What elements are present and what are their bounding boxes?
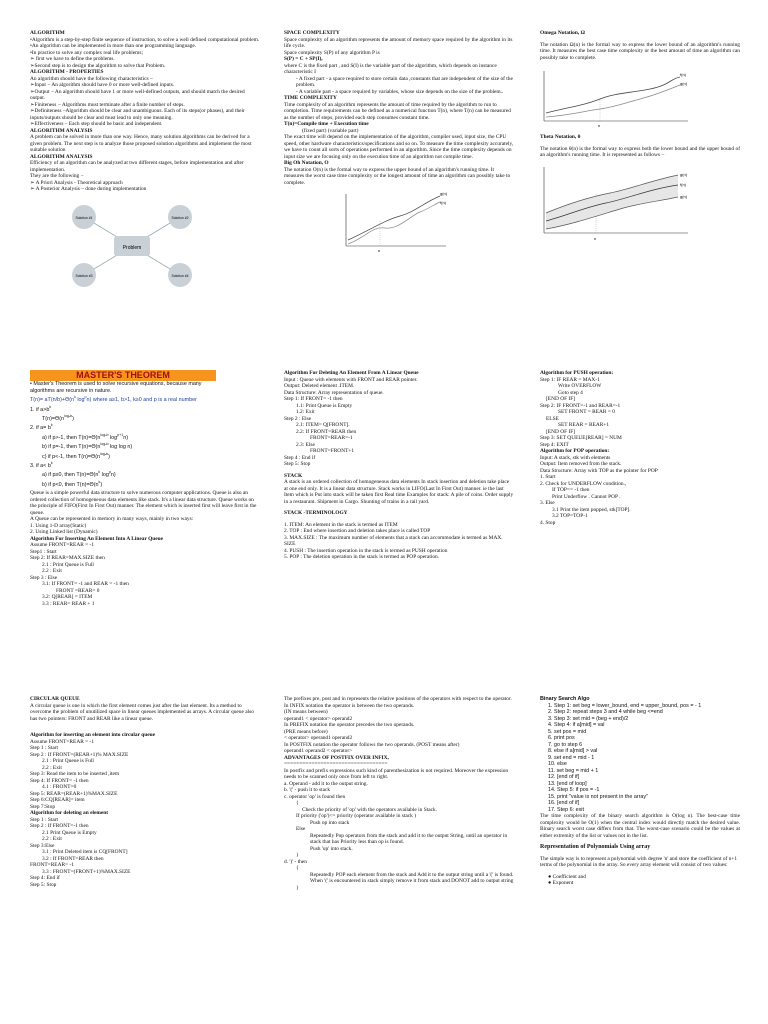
page3-col2-line: In postfix and prefix expressions such kind of parenthesization is not required. Moreover the expression needs to be scanned only once from left to right. <box>284 767 509 780</box>
page2-col2-line: 1. ITEM: An element in the stack is termed as ITEM <box>284 521 398 528</box>
page2-col2-line: 5. POP : The deletion operation in the stack is termed as POP operation. <box>284 554 440 560</box>
page3-col2-line: b. '(' - push it to stack <box>284 787 331 793</box>
page3-col1-line: Step 1 : Start <box>30 816 59 823</box>
page2-col3-line: SET FRONT = REAR = 0 <box>558 409 615 415</box>
page1-col2-line: Big Oh Notation, O <box>284 160 329 166</box>
big-oh-label-g: g(n) <box>440 191 448 196</box>
page2-col2-text <box>284 370 514 561</box>
page2-col3-line: SET REAR = REAR+1 <box>558 422 610 428</box>
page2-col1-line: 1. Using 1-D array(Static) <box>30 522 87 529</box>
page2-col1-line: Assume FRONT=REAR = -1 <box>30 542 95 549</box>
page2-col3-text <box>540 370 740 526</box>
page3-col2-line: When '(' is encountered in stack simply remove it from stack and DONOT add to output string <box>310 878 514 884</box>
page3-col2-line: The prefixes pre, post and in represents the relative positions of the operators with respect to the operator. <box>284 696 512 702</box>
algorithm-solutions-diagram <box>62 203 202 289</box>
page2-col2-line: 3. MAX.SIZE : The maximum number of elements that a stack can accommodate is termed as MAX. SIZE <box>284 534 503 547</box>
polynomial-bullet: ● Coefficient and <box>548 873 586 880</box>
page3-col1-line: 2.1 : Print Queue is Full <box>42 758 94 764</box>
page3-col2-line: operand1 operand2 < operator> <box>284 748 353 754</box>
binary-search-step: 3. Step 3: set mid = (beg + end)/2 <box>548 715 629 722</box>
page2-col2-line: 1.1: Print Queue is Empty <box>296 402 353 409</box>
page-2 <box>0 342 768 682</box>
page2-col2-line: A stack is an ordered collection of homogeneous data elements In stack insertion and deletion take place at one end only. It is a linear data structure. Stack works in LIFO(Last In First Out) manner. ie the last Item which is Put into stack will be taken first Real time Examples for stack: A pile of coins. Order supply in a restaurant. Shipment in Cargo. Shunting of trains in a rail yard. <box>284 479 514 505</box>
page1-col2 <box>284 30 514 254</box>
theta-label-g-lower: g(n) <box>680 193 688 199</box>
page2-col2-line: FRONT=FRONT+1 <box>310 448 355 454</box>
page2-col3-line: If TOP== -1 then <box>552 487 590 493</box>
page3-col2-line: (PRE means before) <box>284 728 328 735</box>
page1-col3 <box>540 30 740 243</box>
page3-col1-line: Step 5: REAR=(REAR+1)%MAX.SIZE <box>30 790 118 797</box>
page3-col2-line: operand1 < operator> operand2 <box>284 715 353 722</box>
page1-col1-line: •An algorithm can be implemented in more than one programming language. <box>30 43 197 49</box>
page3-col2-line: If priority ('op')<= priority (operator available in stack ) <box>296 813 416 819</box>
page1-col1-line: ALGORITHM <box>30 30 65 36</box>
page1-col1-line: ALGORITHM ANALYSIS <box>30 153 93 160</box>
page3-col2-line: In POSTFIX notation the operator follows the two operands. (POST means after) <box>284 741 460 748</box>
page1-col2-line: - A variable part - a space required by variables, whose size depends on the size of the problem.. <box>296 88 504 95</box>
binary-search-step: 6. print pos <box>548 735 575 741</box>
master-theorem-line: $T(n)=\Theta(n^{log_ab})$ <box>42 413 74 422</box>
page2-col3-line: Step 2: IF FRONT=-1 and REAR=-1 <box>540 402 621 409</box>
page2-col1-line: Algorithm For Inserting An Element Into A Linear Queue <box>30 535 164 542</box>
page2-col1-text <box>30 490 260 607</box>
master-theorem-line: c) if p<-1, then $T(n)=\Theta(n^{log_ab})$ <box>42 451 110 460</box>
binary-search-step: 7. go to step 6 <box>548 741 583 748</box>
page2-col1-line: 3.3 : REAR= REAR + 1 <box>42 600 95 607</box>
diagram-label-solution-2: Solution #2 <box>171 215 189 220</box>
page1-col2-line: Time complexity of an algorithm represents the amount of time required by the algorithm to run to completion. Time requirements can be defined as a numerical function T(n), where T(n) can be measured as the number of steps, provided each step consumes constant time. <box>284 101 511 121</box>
page3-col1-line: 4.1 : FRONT=0 <box>42 784 77 790</box>
page3-col2-text <box>284 696 514 891</box>
binary-search-step: 4. Step 4: if a[mid] = val <box>548 722 605 728</box>
page3-col1-text <box>30 696 260 888</box>
polynomial-bullet: ● Exponent <box>548 880 574 886</box>
page1-col1-line: A problem can be solved in more than one way. Hence, many solution algorithms can be derived for a given problem. The next step is to analyze those proposed solution algorithms and implement the most suitable solution <box>30 134 252 153</box>
page-1 <box>0 0 768 340</box>
page2-col3-line: Step 4: EXIT <box>540 441 569 448</box>
page2-col2-line: Step 1: If FRONT= -1 then <box>284 396 343 402</box>
binary-search-step: 14. Step 5: if pos = -1 <box>548 787 600 793</box>
page3-col2-line: { <box>296 800 299 806</box>
page3-col1-line: Algorithm for deleting an element <box>30 810 109 816</box>
master-theorem-line: 1. if $a>b^k$ <box>30 404 52 413</box>
page2-col2-line: Output: Deleted element .ITEM. <box>284 383 355 389</box>
page2-col1 <box>30 370 260 607</box>
page3-col1-line: FRONT=REAR= -1 <box>30 862 74 868</box>
binary-search-step: 2. Step 2: repeat steps 3 and 4 while beg <=end <box>548 709 663 715</box>
master-theorem-line: a) if p≥0, then $T(n)=\Theta(n^k$ $\log^pn$) <box>42 470 116 479</box>
page1-col2-line: SPACE COMPLEXITY <box>284 30 340 36</box>
page2-col3-line: Step 3: SET QUEUE[REAR] = NUM <box>540 435 622 441</box>
page1-col1 <box>30 30 260 289</box>
page1-col1-line: ➢Output − An algorithm should have 1 or more well-defined outputs, and should match the desired output. <box>30 88 245 101</box>
omega-text: The notation Ω(n) is the formal way to express the lower bound of an algorithm's running time. It measures the best case time complexity or the best amount of time an algorithm can possibly take to complete. <box>540 41 740 61</box>
page3-col1-line: 2.2 : Exit <box>42 836 62 842</box>
page2-col1-line: Step 2: If REAR=MAX.SIZE then <box>30 555 105 562</box>
page1-col1-line: An algorithm should have the following characteristics − <box>30 75 153 82</box>
page2-col2-line: Step 2 : Else <box>284 415 312 422</box>
page3-col2-line: ================================== <box>284 761 388 767</box>
page2-col2 <box>284 370 514 561</box>
page3-col1-line: Assume FRONT=REAR = -1 <box>30 738 95 745</box>
page3-col2-line: c. operator 'op' is found then <box>284 793 346 800</box>
polynomial-bullets <box>540 874 740 887</box>
binary-search-step: 8. else if a[mid] > val <box>548 748 598 754</box>
page2-col1-line: FRONT =REAR= 0 <box>56 587 100 594</box>
page2-col2-line: Data Structure: Array representation of queue. <box>284 389 384 396</box>
page3-col2-line: ADVANTAGES OF POSTFIX OVER INFIX, <box>284 754 389 761</box>
page2-col2-line: 1.2: Exit <box>296 409 315 415</box>
page2-col1-line: Queue is a simple powerful data structure to solve numerous computer applications. Queue is also an ordered collection of homogeneous data elements like stack. It's a linear data structure. Queue works on the principle of FIFO(First In First Out) manner. The element which is inserted first will leave first in the queue. <box>30 490 257 516</box>
page2-col3-line: Output: Item removed from the stack. <box>540 461 622 467</box>
binary-search-step: 16. [end of if] <box>548 800 580 806</box>
omega-label-f: f(n) <box>680 72 686 77</box>
page1-col1-text <box>30 30 260 193</box>
master-theorem-line: b) if p<0, then $T(n)=\Theta(n^k)$ <box>42 479 103 488</box>
page1-col2-line: Space complexity of an algorithm represents the amount of memory space required by the algorithm in its life cycle. <box>284 36 513 49</box>
page1-col1-line: ➢Definiteness –Algorithm should be clear and unambiguous. Each of its steps(or phases), and their inputs/outputs should be clear and must lead to only one meaning. <box>30 108 245 121</box>
page3-col2-line: Repeatedly Pop operators from the stack and add it to the output String, until an operator in stack that has Priority less than op is found. <box>310 832 508 845</box>
page3-col1-line: Step 7:Stop <box>30 803 56 810</box>
theta-label-f: f(n) <box>680 181 686 187</box>
page2-col2-line: Step 4 : End if <box>284 454 316 461</box>
diagram-label-solution-3: Solution #3 <box>75 273 93 278</box>
page3-col1-line: CIRCULAR QUEUE <box>30 696 80 702</box>
page1-col2-line: S(P) = C + SP(I), <box>284 56 323 62</box>
page3-col2 <box>284 696 514 891</box>
omega-title: Omega Notation, Ω <box>540 30 585 36</box>
page3-col2-line: Push 'op' into stack. <box>310 845 353 852</box>
page2-col1-line: Step1 : Start <box>30 548 57 555</box>
page2-col2-line: STACK <box>284 472 303 479</box>
theta-title: Theta Notation, θ <box>540 134 581 140</box>
master-theorem-line: a) if p>-1, then $T(n)=\Theta(n^{log_ab}$ $\log^{p+1}n$) <box>42 432 129 441</box>
polynomial-title: Representation of Polynomials Using array <box>540 844 651 850</box>
polynomial-text: The simple way is to represent a polynomial with degree 'n' and store the coefficient of n+1 terms of the polynomial in the array. So every array element will consist of two values: <box>540 855 738 868</box>
binary-search-step: 11. set beg = mid + 1 <box>548 767 599 774</box>
page3-col1-line: Step 3:Else <box>30 842 55 849</box>
theta-label-g-upper: g(n) <box>680 171 688 177</box>
page3-col3 <box>540 696 740 887</box>
page2-col1-line: Step 3 : Else <box>30 574 58 581</box>
page2-col3-line: Algorithm for PUSH operation: <box>540 370 614 376</box>
page-3 <box>0 684 768 1024</box>
page3-col2-line: Check the priority of 'op' with the operators available in Stack. <box>302 806 438 813</box>
theta-label-n: n <box>594 235 597 241</box>
page1-col1-line: ALGORITHM ANALYSIS <box>30 127 93 134</box>
page2-col2-line: 2.2: If FRONT=REAR then <box>296 428 357 435</box>
page3-col1-line: 3.1 : Print Deleted item is CQ[FRONT] <box>42 849 128 855</box>
page2-col3-line: Step 1: IF REAR = MAX-1 <box>540 376 600 383</box>
binary-search-steps <box>540 703 740 814</box>
page3-col2-line: Else <box>296 826 306 832</box>
binary-search-step: 5. set pos = mid <box>548 728 587 735</box>
page2-col3-line: Algorithm for POP operation: <box>540 448 610 454</box>
page2-col1-line: 2.1 : Print Queue is Full <box>42 561 94 568</box>
page3-col2-line: (IN means between) <box>284 709 328 715</box>
big-oh-label-f: f(n) <box>440 200 446 205</box>
masters-theorem-box <box>30 381 216 488</box>
page2-col1-line: 2. Using Linked list (Dynamic) <box>30 529 98 536</box>
page3-col2-line: Repeatedly POP each element from the stack and Add it to the output string until a '(' is found. <box>310 871 514 878</box>
masters-theorem-title: MASTER'S THEOREM <box>30 370 216 381</box>
page2-col2-line: 2. TOP : End where insertion and deletion takes place is called TOP <box>284 528 431 534</box>
page2-col2-line: 2.1: ITEM= Q[FRONT]. <box>296 422 350 428</box>
page1-col2-text <box>284 30 514 186</box>
page1-col1-line: ➢ A Posterior Analysis – done during implementation <box>30 186 147 192</box>
page2-col3-line: ELSE <box>546 415 559 422</box>
page2-col3-line: [END OF IF] <box>546 428 576 435</box>
page3-col1-line: Step 5: Stop <box>30 881 57 888</box>
theta-graph <box>540 163 690 243</box>
page3-col1-line: A circular queue is one in which the first element comes just after the last element. Its a method to overcome the problem of unutilized space in linear queues implemented as arrays. A circular queue also has two pointers: FRONT and REAR like a linear queue. <box>30 702 254 722</box>
page3-col2-line: } <box>296 852 299 858</box>
master-theorem-line: 2. if $a= b^k$ <box>30 423 53 432</box>
page3-col1-line: Step 4: If FRONT= -1 then <box>30 777 89 784</box>
omega-label-n: n <box>598 123 601 128</box>
binary-search-step: 13. [end of loop] <box>548 780 587 787</box>
page1-col2-line: T(n)=Compile time + Execution time <box>284 121 369 127</box>
page3-col2-line: < operator> operand1 operand2 <box>284 735 353 741</box>
page3-col2-line: a. Operand - add it to the output string. <box>284 780 368 787</box>
master-theorem-line: b) if p=-1, then $T(n)=\Theta(n^{log_ab}$ log log n) <box>42 442 133 450</box>
page2-col3-line: 4. Stop <box>540 519 556 526</box>
page3-col1-line: 2.1 Print Queue is Empty <box>42 829 97 836</box>
binary-search-step: 17. Step 6: exit <box>548 806 584 813</box>
page1-col2-line: The notation O(n) is the formal way to express the upper bound of an algorithm's running time. It measures the worst case time complexity or the longest amount of time an algorithm can possibly take to complete. <box>284 166 511 186</box>
binary-search-title: Binary Search Algo <box>540 696 590 702</box>
page2-col2-line: Algorithm For Deleting An Element From A Linear Queue <box>284 370 419 376</box>
page1-col2-line: (fixed part) (variable part) <box>302 127 359 134</box>
page3-col2-line: Push op into stack <box>310 819 350 826</box>
page2-col3-line: 2. Check for UNDERFLOW condition., <box>540 480 627 487</box>
theta-text: The notation θ(n) is the formal way to express both the lower bound and the upper bound of an algorithm's running time. It is represented as follows − <box>540 145 740 158</box>
diagram-label-solution-4: Solution #4 <box>171 273 189 278</box>
page1-col1-line: •Algorithm is a step-by-step finite sequence of instruction, to solve a well defined computational problem. <box>30 36 260 43</box>
binary-search-complexity: The time complexity of the binary search algorithm is O(log n). The best-case time complexity would be O(1) when the central index would directly match the desired value. Binary search worst case differs from that. The worst-case scenario could be the values at either extremity of the list or values not in the list. <box>540 813 740 839</box>
master-theorem-line: 3. if $a< b^k$ <box>30 460 53 469</box>
binary-search-step: 9. set end = mid - 1 <box>548 754 595 761</box>
page2-col1-line: 3.1: If FRONT= -1 and REAR = -1 then <box>42 581 129 588</box>
page1-col1-line: ➢ A Priori Analysis - Theoretical approach <box>30 179 123 186</box>
big-oh-label-n: n <box>378 248 381 253</box>
page2-col3-line: 1. Start <box>540 474 556 480</box>
diagram-label-solution-1: Solution #1 <box>75 215 93 220</box>
binary-search-step: 12. [end of if] <box>548 774 580 780</box>
page3-col2-line: { <box>296 865 299 871</box>
omega-graph <box>540 67 690 129</box>
page2-col3-line: 3.1 Print the item popped, stk[TOP]. <box>552 506 631 513</box>
page2-col2-line: Input : Queue with elements with FRONT and REAR pointer. <box>284 376 418 383</box>
page2-col3-line: 3.2 TOP=TOP-1 <box>552 513 588 519</box>
page2-col1-line: 2.2 : Exit <box>42 568 62 575</box>
page2-col2-line: STACK -TERMINOLOGY <box>284 510 348 516</box>
page2-col2-line: 4. PUSH : The insertion operation in the stack is termed as PUSH operation <box>284 547 448 554</box>
binary-search-step: 10. else <box>548 761 567 767</box>
page1-col1-line: ALGORITHM - PROPERTIES <box>30 69 104 75</box>
page2-col2-line: Step 5: Stop <box>284 461 311 467</box>
page3-col1-line: Step 6:CQ[REAR]= item <box>30 797 85 803</box>
page3-col1 <box>30 696 260 888</box>
page2-col3-line: Data Structure: Array with TOP as the pointer for POP <box>540 467 658 474</box>
page1-col2-line: The exact time will depend on the implementation of the algorithm, compiler used, input size, the CPU speed, other hardware characteristics/specifications and so on. To measure the time complexity accurately, we have to count all sorts of operations performed in an algorithm. Since the time complexity depends on input size we are focusing only on the execution time of an algorithm not compile time. <box>284 134 514 160</box>
page3-col1-line: Step 4: End if <box>30 875 60 881</box>
page3-col2-line: d. ')' - then <box>284 858 307 865</box>
page1-col1-line: •In practice to solve any complex real life problems; <box>30 49 143 56</box>
diagram-center-label: Problem <box>122 244 142 251</box>
page2-col3-line: Print Underflow . Cannot POP . <box>552 493 621 500</box>
page3-col2-line: In PREFIX notation the operator precedes the two operands. <box>284 722 415 728</box>
page2-col2-line: 2.3: Else <box>296 441 315 448</box>
page1-col1-line: ➢Input − An algorithm should have 0 or more well-defined inputs. <box>30 82 175 88</box>
page2-col3-line: Input: A stack, stk with elements <box>540 454 611 461</box>
page3-col1-line: Algorithm for inserting an element into circular queue <box>30 732 156 738</box>
binary-search-step: 1. Step 1: set beg = lower_bound, end = upper_bound, pos = - 1 <box>548 702 702 709</box>
page1-col2-line: Space complexity S(P) of any algorithm P is <box>284 49 380 56</box>
page1-col1-line: They are the following − <box>30 173 84 179</box>
omega-label-g: g(n) <box>680 81 688 86</box>
page1-col2-line: - A fixed part - a space required to store certain data ,constants that are independent of the size of the problem. <box>296 75 513 88</box>
master-theorem-line: $T(n)= aT(n/b)+\Theta(n^k$ $\log^pn$) where a≥1, b>1, k≥0 and p is a real number <box>30 395 197 403</box>
page2-col3-line: 3. Else <box>540 500 555 506</box>
page2-col1-line: 3.2: Q[REAR] = ITEM <box>42 594 93 601</box>
binary-search-step: 15. print "value is not present in the array" <box>548 793 649 800</box>
page3-col1-line: 3.2 : If FRONT=REAR then <box>42 855 104 862</box>
page1-col1-line: ➢Second step is to design the algorithm to solve that Problem. <box>30 62 166 69</box>
page2-col3-line: Write OVERFLOW <box>558 383 602 389</box>
page2-col2-line: FRONT=REAR=-1 <box>310 435 353 441</box>
page3-col1-line: Step 2 : If FRONT=(REAR+1)% MAX.SIZE <box>30 751 129 758</box>
page1-col1-line: ➢ first we have to define the problems. <box>30 56 115 62</box>
page1-col1-line: ➢Finiteness − Algorithms must terminate after a finite number of steps. <box>30 101 185 108</box>
page3-col1-line: 3.3 : FRONT=(FRONT+1)%MAX.SIZE <box>42 868 131 875</box>
page3-col1-line: Step 2 : If FRONT=-1 then <box>30 823 89 829</box>
page2-col3-line: [END OF IF] <box>546 396 576 402</box>
page1-col2-line: where C is the fixed part , and S(I) is the variable part of the algorithm, which depends on instance characteristic I <box>284 62 497 75</box>
page2-col3 <box>540 370 740 526</box>
page3-col1-line: Step 1 : Start <box>30 745 59 751</box>
big-oh-graph <box>340 190 450 254</box>
page2-col1-line: A Queue can be represented in memory in many ways, mainly in two ways: <box>30 516 194 523</box>
page3-col2-line: In INFIX notation the operator is between the two operands. <box>284 702 415 709</box>
page2-col3-line: Goto step 4 <box>558 389 583 396</box>
page1-col2-line: TIME COMPLEXITY <box>284 95 337 101</box>
page1-col1-line: ➢Effectiveness – Each step should be basic and independent. <box>30 121 163 127</box>
master-theorem-line: • Master's Theorem is used to solve recursive equations, because many algorithms are recursive in nature. <box>30 381 202 394</box>
page3-col1-line: 2.2 : Exit <box>42 764 62 771</box>
page3-col1-line: Step 3: Read the item to be inserted ,item <box>30 771 120 777</box>
page3-col2-line: } <box>296 884 299 891</box>
page1-col1-line: Efficiency of an algorithm can be analyzed at two different stages, before implementation and after implementation. <box>30 160 244 173</box>
